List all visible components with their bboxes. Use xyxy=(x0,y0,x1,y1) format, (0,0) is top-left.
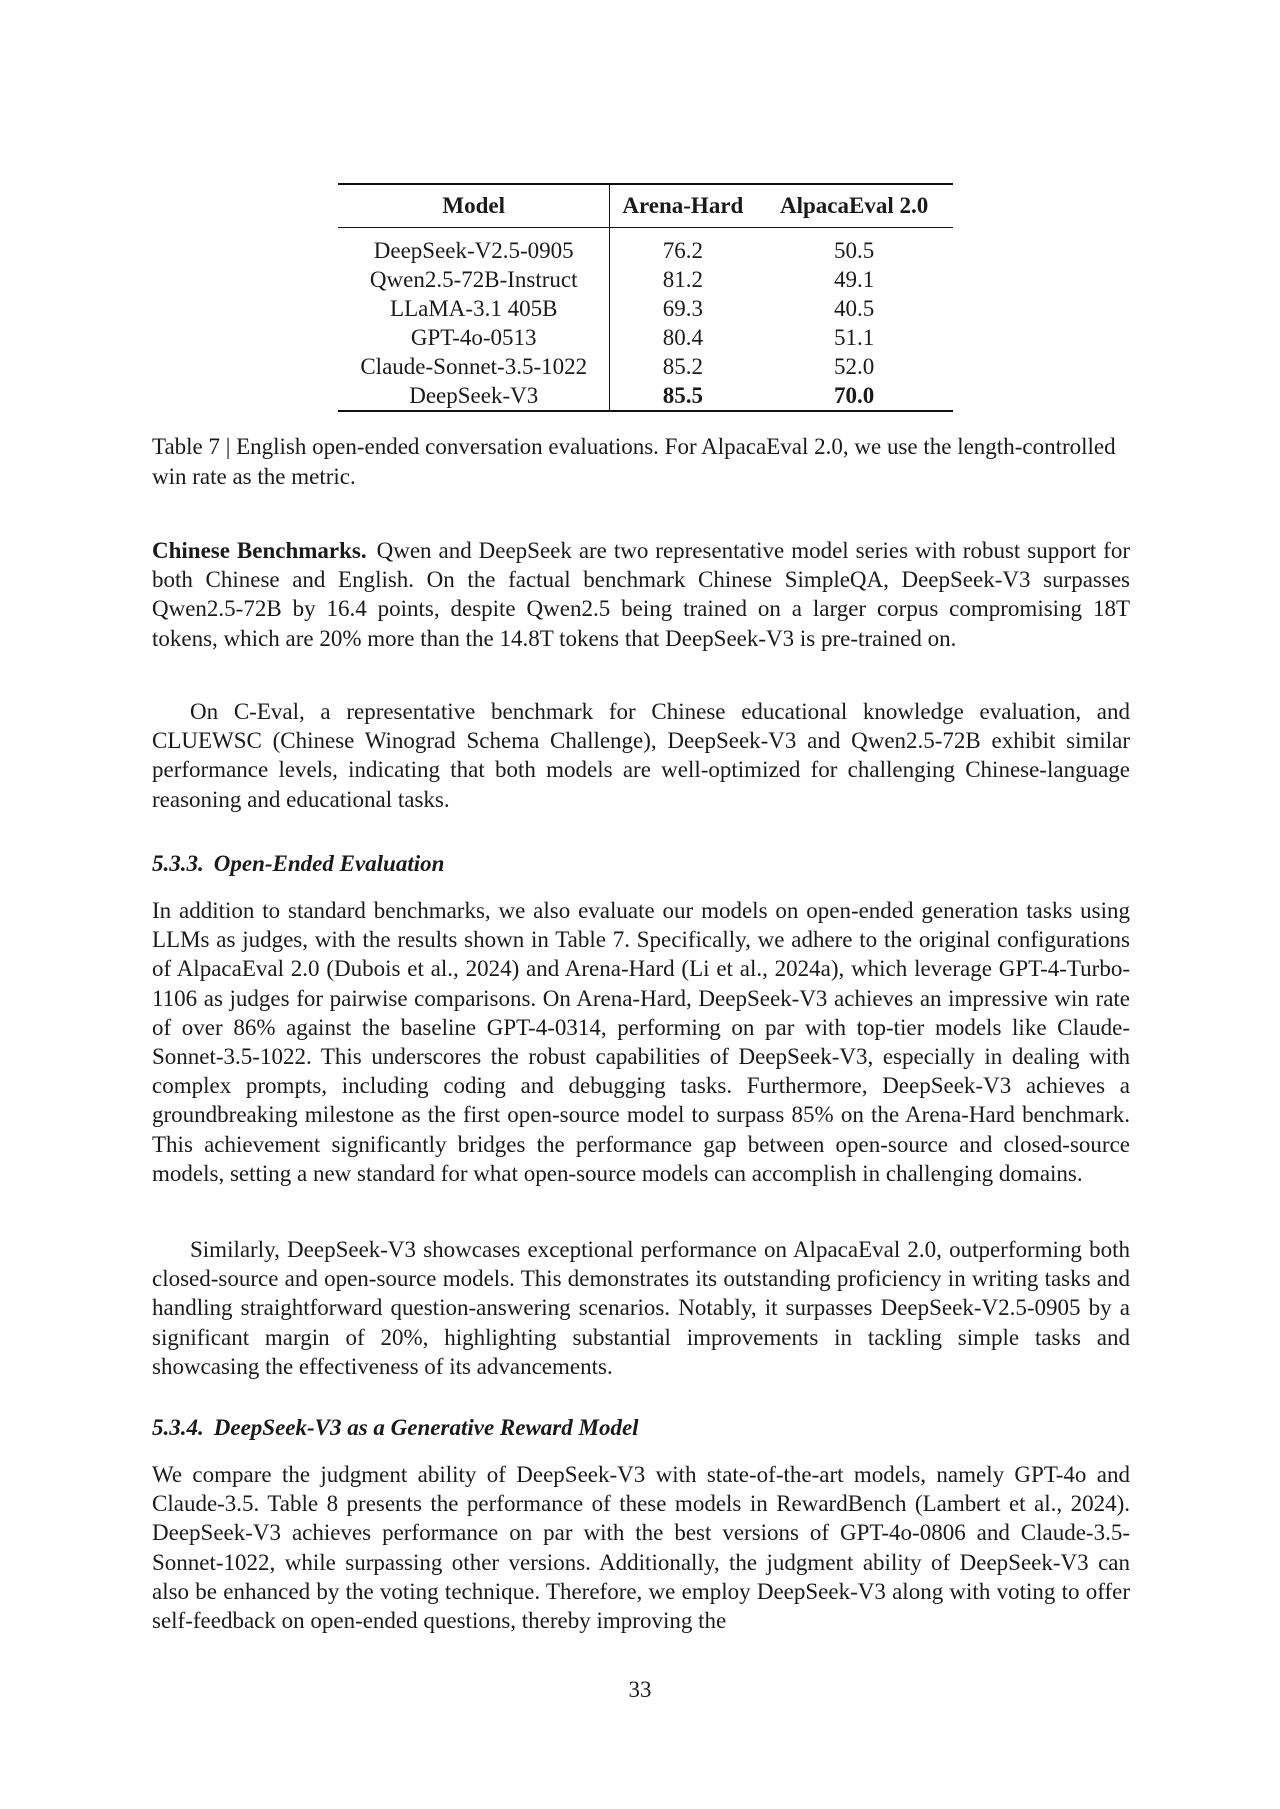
header-alpacaeval: AlpacaEval 2.0 xyxy=(780,193,929,218)
header-model: Model xyxy=(338,184,610,228)
cell-arena-hard: 81.2 xyxy=(662,267,703,292)
cell-model: Qwen2.5-72B-Instruct xyxy=(338,265,610,294)
section-title: Open-Ended Evaluation xyxy=(213,851,445,876)
paragraph: We compare the judgment ability of DeepSeek-V3 with state-of-the-art models, namely GPT-4o and Claude-3.5. Table 8 presents the performance of these models in RewardBench (Lambert et al., 2024). DeepSeek-V3 achieves performance on par with the best versions of GPT-4o-0806 and Claude-3.5-Sonnet-1022, while surpassing other versions. Additionally, the judgment ability of DeepSeek-V3 can also be enhanced by the voting technique. Therefore, we employ DeepSeek-V3 along with voting to offer self-feedback on open-ended questions, thereby improving the xyxy=(152,1462,1130,1634)
cell-model: DeepSeek-V3 xyxy=(338,381,610,411)
table-row xyxy=(338,228,953,266)
run-in-heading: Chinese Benchmarks. xyxy=(152,538,367,563)
chinese-benchmarks-paragraph xyxy=(152,536,1130,653)
paragraph: In addition to standard benchmarks, we also evaluate our models on open-ended generation tasks using LLMs as judges, with the results shown in Table 7. Specifically, we adhere to the original configurations of AlpacaEval 2.0 (Dubois et al., 2024) and Arena-Hard (Li et al., 2024a), which leverage GPT-4-Turbo-1106 as judges for pairwise comparisons. On Arena-Hard, DeepSeek-V3 achieves an impressive win rate of over 86% against the baseline GPT-4-0314, performing on par with top-tier models like Claude-Sonnet-3.5-1022. This underscores the robust capabilities of DeepSeek-V3, especially in dealing with complex prompts, including coding and debugging tasks. Furthermore, DeepSeek-V3 achieves a groundbreaking milestone as the first open-source model to surpass 85% on the Arena-Hard benchmark. This achievement significantly bridges the performance gap between open-source and closed-source models, setting a new standard for what open-source models can accomplish in challenging domains. xyxy=(152,898,1130,1186)
section-heading xyxy=(152,1415,1130,1441)
cell-model: GPT-4o-0513 xyxy=(338,323,610,352)
table-row xyxy=(338,352,953,381)
cell-arena-hard: 76.2 xyxy=(662,238,703,263)
table-header-row xyxy=(338,184,953,228)
cell-alpacaeval: 52.0 xyxy=(833,354,875,379)
cell-alpacaeval: 50.5 xyxy=(833,238,875,263)
cell-alpacaeval: 51.1 xyxy=(833,325,875,350)
paragraph-text: Qwen and DeepSeek are two representative model series with robust support for both Chinese and English. On the factual benchmark Chinese SimpleQA, DeepSeek-V3 surpasses Qwen2.5-72B by 16.4 points, despite Qwen2.5 being trained on a larger corpus compromising 18T tokens, which are 20% more than the 14.8T tokens that DeepSeek-V3 is pre-trained on. xyxy=(152,538,1131,651)
section-number: 5.3.3. xyxy=(152,851,204,876)
cell-arena-hard: 85.2 xyxy=(662,354,703,379)
cell-alpacaeval: 49.1 xyxy=(833,267,875,292)
cell-model: Claude-Sonnet-3.5-1022 xyxy=(338,352,610,381)
table-caption: Table 7 | English open-ended conversation evaluations. For AlpacaEval 2.0, we use the length-controlled win rate as the metric. xyxy=(152,434,1116,489)
table-row xyxy=(338,381,953,411)
page-number: 33 xyxy=(628,1677,652,1702)
cell-alpacaeval: 40.5 xyxy=(833,296,875,321)
cell-model: LLaMA-3.1 405B xyxy=(338,294,610,323)
cell-arena-hard: 80.4 xyxy=(662,325,703,350)
table-row xyxy=(338,294,953,323)
section-number: 5.3.4. xyxy=(152,1415,204,1440)
section-title: DeepSeek-V3 as a Generative Reward Model xyxy=(213,1415,639,1440)
section-heading xyxy=(152,851,1130,877)
table-row xyxy=(338,265,953,294)
header-arena-hard: Arena-Hard xyxy=(622,193,744,218)
paragraph: On C-Eval, a representative benchmark for Chinese educational knowledge evaluation, and CLUEWSC (Chinese Winograd Schema Challenge), DeepSeek-V3 and Qwen2.5-72B exhibit similar performance levels, indicating that both models are well-optimized for challenging Chinese-language reasoning and educational tasks. xyxy=(152,699,1130,812)
cell-arena-hard: 85.5 xyxy=(662,383,703,408)
cell-arena-hard: 69.3 xyxy=(662,296,703,321)
cell-model: DeepSeek-V2.5-0905 xyxy=(338,228,610,266)
results-table xyxy=(338,183,953,412)
cell-alpacaeval: 70.0 xyxy=(833,383,875,408)
paragraph: Similarly, DeepSeek-V3 showcases exceptional performance on AlpacaEval 2.0, outperforming both closed-source and open-source models. This demonstrates its outstanding proficiency in writing tasks and handling straightforward question-answering scenarios. Notably, it surpasses DeepSeek-V2.5-0905 by a significant margin of 20%, highlighting substantial improvements in tackling simple tasks and showcasing the effectiveness of its advancements. xyxy=(152,1237,1130,1379)
table-row xyxy=(338,323,953,352)
